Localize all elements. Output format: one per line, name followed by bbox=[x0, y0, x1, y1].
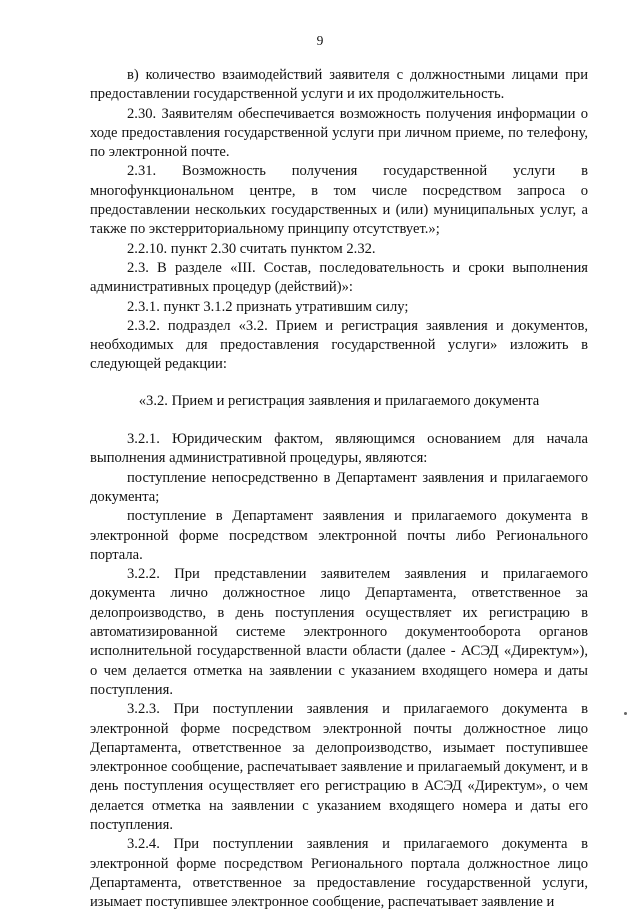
paragraph-3-2-1: 3.2.1. Юридическим фактом, являющимся основанием для начала выполнения административной процедуры, являются: bbox=[90, 431, 588, 467]
paragraph-receipt-electronic: поступление в Департамент заявления и прилагаемого документа в электронной форме посредством электронной почты либо Регионального портала. bbox=[90, 508, 588, 563]
paragraph-2-3-2: 2.3.2. подраздел «3.2. Прием и регистрация заявления и документов, необходимых для предоставления государственной услуги» изложить в следующей редакции: bbox=[90, 317, 588, 373]
paragraph-item-v: в) количество взаимодействий заявителя с должностными лицами при предоставлении государственной услуги и их продолжительность. bbox=[90, 67, 588, 103]
paragraph-3-2-3: 3.2.3. При поступлении заявления и прилагаемого документа в электронной форме посредством электронной почты должностное лицо Департамента, ответственное за делопроизводство, изымает поступившее электронное сообщение, распечатывает заявление и прилагаемый документ, и в день поступления осуществляет его регистрацию в АСЭД «Директум», о чем делается отметка на заявлении с указанием входящего номера и даты его поступления. bbox=[90, 701, 588, 833]
document-body bbox=[90, 66, 588, 912]
paragraph-3-2-2: 3.2.2. При представлении заявителем заявления и прилагаемого документа лично должностное лицо Департамента, ответственное за делопроизводство, в день поступления осуществляет их регистрацию в автоматизированной системе электронного документооборота органов исполнительной государственной власти области (далее - АСЭД «Директум»), о чем делается отметка на заявлении с указанием входящего номера и даты поступления. bbox=[90, 566, 588, 698]
paragraph-2-31: 2.31. Возможность получения государственной услуги в многофункциональном центре, в том числе посредством запроса о предоставлении нескольких государственных и (или) муниципальных услуг, а также по экстерриториальному принципу отсутствует.»; bbox=[90, 163, 588, 238]
scan-speck bbox=[624, 712, 627, 715]
paragraph-receipt-direct: поступление непосредственно в Департамент заявления и прилагаемого документа; bbox=[90, 469, 588, 505]
paragraph-2-30: 2.30. Заявителям обеспечивается возможность получения информации о ходе предоставления государственной услуги при личном приеме, по телефону, по электронной почте. bbox=[90, 105, 588, 161]
paragraph-3-2-4: 3.2.4. При поступлении заявления и прилагаемого документа в электронной форме посредством Регионального портала должностное лицо Департамента, ответственное за предоставление государственной услуги, изымает поступившее электронное сообщение, распечатывает заявление и bbox=[90, 836, 588, 911]
page-number: 9 bbox=[316, 33, 324, 48]
paragraph-2-3: 2.3. В разделе «III. Состав, последовательность и сроки выполнения административных процедур (действий)»: bbox=[90, 259, 588, 296]
paragraph-2-2-10: 2.2.10. пункт 2.30 считать пунктом 2.32. bbox=[127, 240, 376, 257]
paragraph-2-3-1: 2.3.1. пункт 3.1.2 признать утратившим силу; bbox=[127, 298, 409, 315]
section-heading: «3.2. Прием и регистрация заявления и прилагаемого документа bbox=[138, 392, 540, 409]
